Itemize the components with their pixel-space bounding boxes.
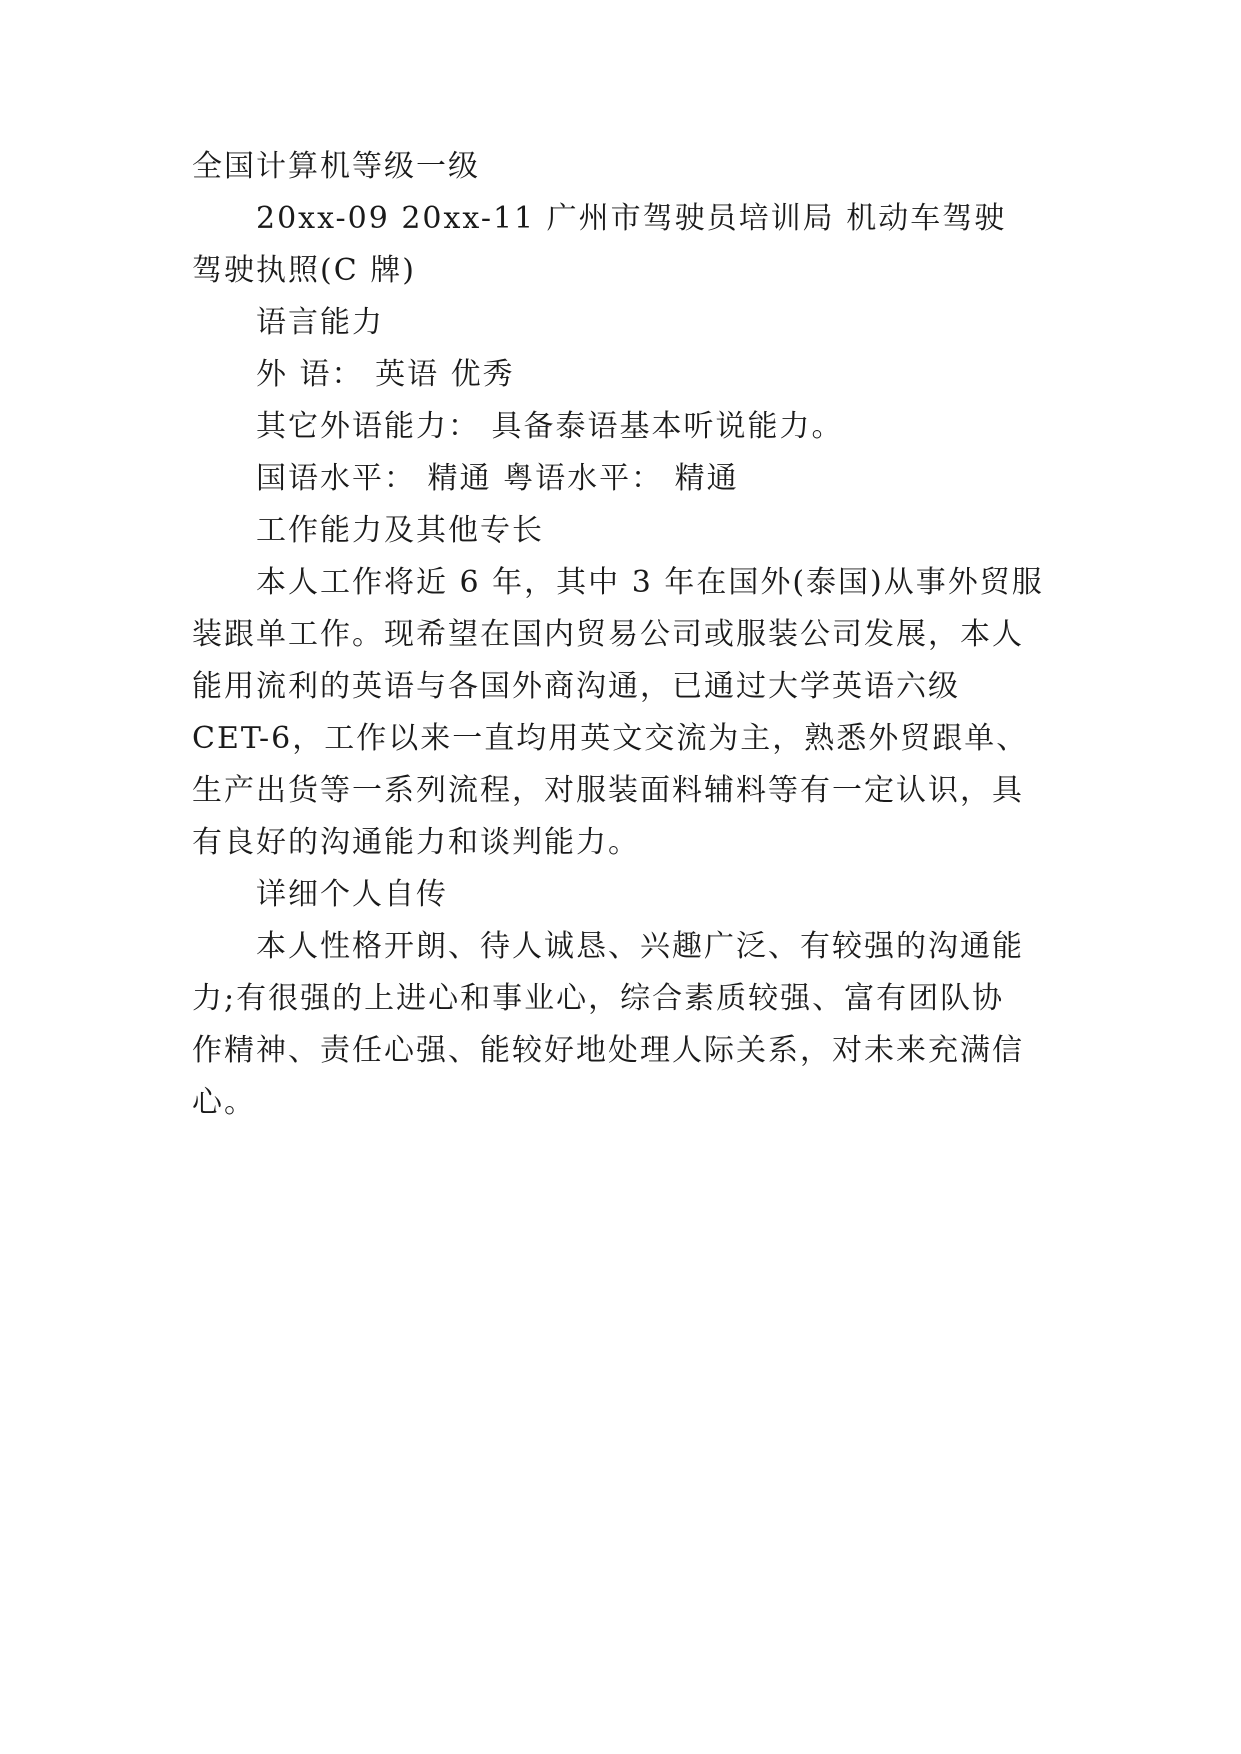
- certificate-computer-level: 全国计算机等级一级: [192, 149, 480, 184]
- language-mandarin-cantonese: 国语水平： 精通 粤语水平： 精通: [256, 461, 739, 496]
- language-foreign: 外 语： 英语 优秀: [256, 357, 515, 392]
- section-heading-autobiography: 详细个人自传: [256, 877, 448, 912]
- skills-paragraph-line-4: CET-6，工作以来一直均用英文交流为主，熟悉外贸跟单、: [192, 721, 1029, 756]
- certificate-driving-continued: 驾驶执照(C 牌): [192, 253, 416, 288]
- language-other: 其它外语能力： 具备泰语基本听说能力。: [256, 409, 844, 444]
- autobiography-line-1: 本人性格开朗、待人诚恳、兴趣广泛、有较强的沟通能: [256, 929, 1024, 964]
- skills-paragraph-line-6: 有良好的沟通能力和谈判能力。: [192, 825, 640, 860]
- skills-paragraph-line-5: 生产出货等一系列流程，对服装面料辅料等有一定认识，具: [192, 773, 1024, 808]
- skills-paragraph-line-3: 能用流利的英语与各国外商沟通，已通过大学英语六级: [192, 669, 960, 704]
- autobiography-line-3: 作精神、责任心强、能较好地处理人际关系，对未来充满信: [192, 1033, 1024, 1068]
- autobiography-line-2: 力;有很强的上进心和事业心，综合素质较强、富有团队协: [192, 981, 1005, 1016]
- certificate-driving-line: 20xx-09 20xx-11 广州市驾驶员培训局 机动车驾驶: [256, 201, 1007, 236]
- section-heading-skills: 工作能力及其他专长: [256, 513, 544, 548]
- autobiography-line-4: 心。: [192, 1085, 256, 1120]
- skills-paragraph-line-1: 本人工作将近 6 年，其中 3 年在国外(泰国)从事外贸服: [256, 565, 1044, 600]
- section-heading-language: 语言能力: [256, 305, 384, 340]
- skills-paragraph-line-2: 装跟单工作。现希望在国内贸易公司或服装公司发展，本人: [192, 617, 1024, 652]
